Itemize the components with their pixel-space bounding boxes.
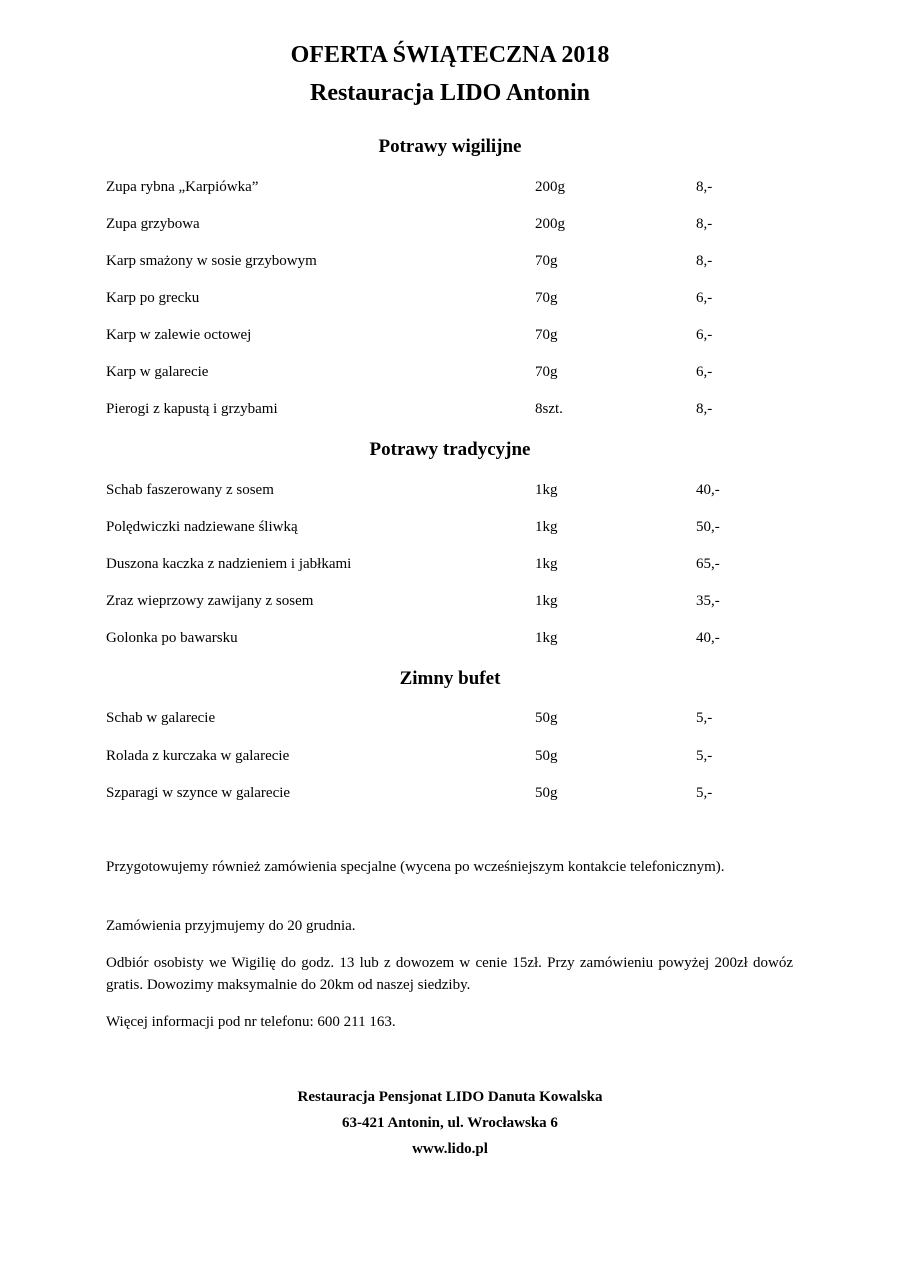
menu-item-price: 5,-	[696, 710, 713, 726]
section-heading-zimny-bufet: Zimny bufet	[399, 668, 501, 689]
menu-item-row	[0, 628, 900, 648]
menu-item-row	[0, 288, 900, 308]
menu-item-price: 40,-	[696, 482, 720, 498]
menu-item-name: Zraz wieprzowy zawijany z sosem	[106, 593, 314, 609]
menu-item-quantity: 50g	[535, 748, 558, 764]
note-phone-info: Więcej informacji pod nr telefonu: 600 211 163.	[106, 1014, 396, 1030]
menu-item-quantity: 70g	[535, 253, 558, 269]
menu-item-row	[0, 746, 900, 766]
menu-item-quantity: 1kg	[535, 630, 558, 646]
section-heading-potrawy-tradycyjne: Potrawy tradycyjne	[369, 439, 531, 460]
menu-item-row	[0, 783, 900, 803]
menu-item-price: 6,-	[696, 327, 713, 343]
note-order-deadline: Zamówienia przyjmujemy do 20 grudnia.	[106, 918, 356, 934]
menu-item-row	[0, 591, 900, 611]
menu-item-name: Karp po grecku	[106, 290, 200, 306]
menu-item-price: 8,-	[696, 179, 713, 195]
note-delivery: Odbiór osobisty we Wigilię do godz. 13 lub z dowozem w cenie 15zł. Przy zamówieniu powyżej 200zł dowóz gratis. Dowozimy maksymalnie do 20km od naszej siedziby.	[106, 955, 793, 993]
menu-item-quantity: 1kg	[535, 519, 558, 535]
menu-item-quantity: 1kg	[535, 593, 558, 609]
document-title: OFERTA ŚWIĄTECZNA 2018	[290, 42, 610, 68]
menu-item-quantity: 1kg	[535, 482, 558, 498]
menu-item-name: Szparagi w szynce w galarecie	[106, 785, 291, 801]
menu-item-row	[0, 325, 900, 345]
menu-item-price: 5,-	[696, 748, 713, 764]
menu-item-name: Karp smażony w sosie grzybowym	[106, 253, 317, 269]
menu-item-row	[0, 214, 900, 234]
menu-item-price: 8,-	[696, 216, 713, 232]
menu-item-row	[0, 177, 900, 197]
menu-item-name: Schab faszerowany z sosem	[106, 482, 274, 498]
document-subtitle: Restauracja LIDO Antonin	[309, 80, 591, 106]
menu-item-row	[0, 399, 900, 419]
footer-address: 63-421 Antonin, ul. Wrocławska 6	[342, 1115, 558, 1131]
menu-item-row	[0, 362, 900, 382]
menu-item-quantity: 50g	[535, 710, 558, 726]
menu-item-price: 65,-	[696, 556, 720, 572]
menu-item-quantity: 8szt.	[535, 401, 563, 417]
menu-item-price: 5,-	[696, 785, 713, 801]
menu-item-name: Karp w zalewie octowej	[106, 327, 252, 343]
menu-item-name: Karp w galarecie	[106, 364, 209, 380]
menu-item-price: 50,-	[696, 519, 720, 535]
menu-item-quantity: 50g	[535, 785, 558, 801]
menu-item-row	[0, 554, 900, 574]
footer-company-name: Restauracja Pensjonat LIDO Danuta Kowalska	[297, 1089, 603, 1105]
menu-item-name: Pierogi z kapustą i grzybami	[106, 401, 278, 417]
menu-item-price: 35,-	[696, 593, 720, 609]
menu-item-row	[0, 251, 900, 271]
menu-item-quantity: 200g	[535, 179, 565, 195]
menu-item-row	[0, 480, 900, 500]
menu-item-quantity: 70g	[535, 327, 558, 343]
menu-item-name: Golonka po bawarsku	[106, 630, 238, 646]
menu-item-name: Zupa rybna „Karpiówka”	[106, 179, 259, 195]
menu-item-quantity: 1kg	[535, 556, 558, 572]
menu-item-name: Zupa grzybowa	[106, 216, 200, 232]
menu-item-name: Polędwiczki nadziewane śliwką	[106, 519, 298, 535]
menu-item-quantity: 200g	[535, 216, 565, 232]
footer-website: www.lido.pl	[412, 1141, 488, 1157]
menu-item-quantity: 70g	[535, 290, 558, 306]
menu-item-price: 8,-	[696, 401, 713, 417]
menu-item-row	[0, 708, 900, 728]
menu-item-price: 8,-	[696, 253, 713, 269]
note-special-orders: Przygotowujemy również zamówienia specjalne (wycena po wcześniejszym kontakcie telefonicznym).	[106, 859, 725, 875]
menu-item-name: Duszona kaczka z nadzieniem i jabłkami	[106, 556, 352, 572]
menu-item-price: 40,-	[696, 630, 720, 646]
menu-item-row	[0, 517, 900, 537]
menu-item-price: 6,-	[696, 290, 713, 306]
section-heading-potrawy-wigilijne: Potrawy wigilijne	[378, 136, 522, 157]
menu-item-name: Schab w galarecie	[106, 710, 216, 726]
menu-item-price: 6,-	[696, 364, 713, 380]
menu-item-quantity: 70g	[535, 364, 558, 380]
menu-item-name: Rolada z kurczaka w galarecie	[106, 748, 290, 764]
